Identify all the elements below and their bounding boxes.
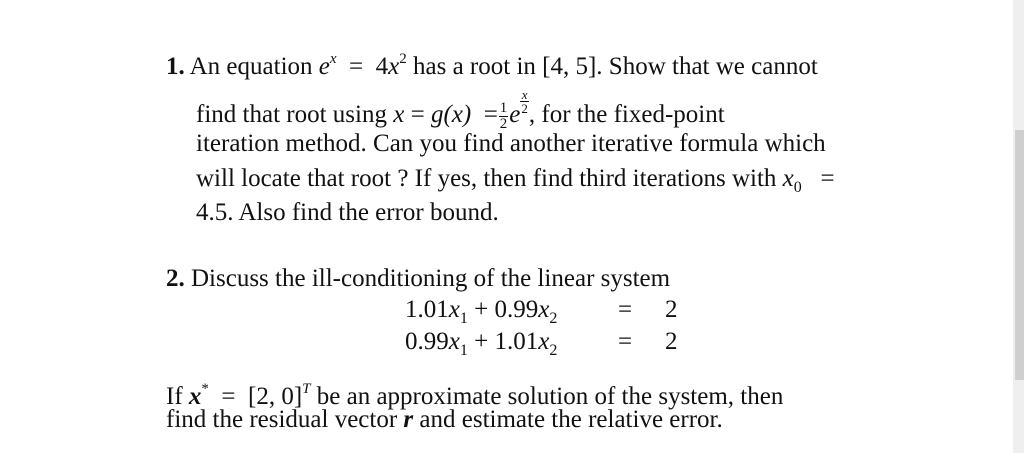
problem2-text: If [166, 383, 183, 410]
problem1-text: 4.5. Also find the error bound. [196, 199, 499, 226]
math-vector: [2, 0] [248, 383, 303, 410]
math-x: x [393, 101, 405, 128]
coefficient: 1.01 [494, 328, 539, 355]
math-equals: = [483, 101, 498, 128]
problem2-line1 [166, 264, 670, 294]
problem1-line1 [166, 44, 818, 82]
math-coefficient: 4 [375, 53, 389, 80]
problem1-text: will locate that root ? If yes, then find third iterations with [196, 165, 777, 192]
math-e: e [318, 53, 330, 80]
fraction-one-half: $\frac{1}{2}$ [499, 99, 508, 132]
rhs-value: 2 [665, 296, 678, 323]
math-equals: = [618, 328, 633, 355]
coefficient: 0.99 [405, 328, 449, 355]
problem2-text: and estimate the relative error. [419, 406, 723, 433]
coefficient: 0.99 [494, 296, 539, 323]
problem1-number: 1. [166, 53, 185, 80]
math-star: * [201, 381, 209, 397]
math-subscript-0: 0 [793, 179, 802, 196]
exponent-x-over-2: $\frac{x}{2}$ [521, 87, 528, 116]
problem2-text: Discuss the ill-conditioning of the linear system [191, 265, 671, 292]
problem2-number: 2. [166, 265, 185, 292]
problem1-text: find that root using [196, 101, 387, 128]
problem1-text: has a root in [4, 5]. Show that we cannot [413, 53, 818, 80]
problem1-text: , for the fixed-point [528, 101, 725, 128]
document-page: 1. An equation $e^x = 4x^2$ has a root in [4, 5]. Show that we cannot find that root using x = g(x) = $\frac{1}{2}$ e $\frac{x}{2}$ , for the fixed-point iteration method. Can you find another iterative formula which will locate that root ? If yes, then find third iterations with $x_0$ = 4.5. Also find the error bound. 2. Discuss the ill-conditioning of the linear system $1.01x_1 + 0.99x_2$ = 2 $0.99x_1 + 1.01x_2$ = 2 If x* = [2, 0]$^T$ be an approximate solution of the system, then find the residual vector r and estimate the relative error. [0, 0, 1024, 453]
problem1-line3 [196, 129, 826, 159]
math-equals: = [618, 296, 633, 323]
math-x-star: x [188, 383, 202, 410]
math-equals: = [410, 101, 425, 128]
math-e: e [509, 101, 521, 128]
problem1-text: iteration method. Can you find another iterative formula which [196, 130, 826, 157]
math-transpose: T [302, 381, 311, 397]
scrollbar-thumb[interactable] [1015, 130, 1024, 380]
math-r: r [403, 406, 414, 433]
coefficient: 1.01 [405, 296, 449, 323]
math-exponent-2: 2 [399, 51, 407, 67]
math-equals: = [349, 53, 364, 80]
math-equals: = [221, 383, 236, 410]
problem2-text: find the residual vector [166, 406, 398, 433]
math-g-of-x: g(x) [430, 101, 472, 128]
problem1-text: An equation [189, 53, 313, 80]
math-x0: x [782, 165, 794, 192]
rhs-value: 2 [665, 328, 678, 355]
math-equals: = [820, 165, 835, 192]
problem1-line2 [196, 88, 725, 132]
problem1-line5 [196, 198, 499, 228]
math-x: x [388, 53, 400, 80]
math-exponent-x: x [329, 51, 337, 67]
problem2-text: be an approximate solution of the system, then [316, 383, 784, 410]
problem2-line5 [166, 405, 723, 435]
